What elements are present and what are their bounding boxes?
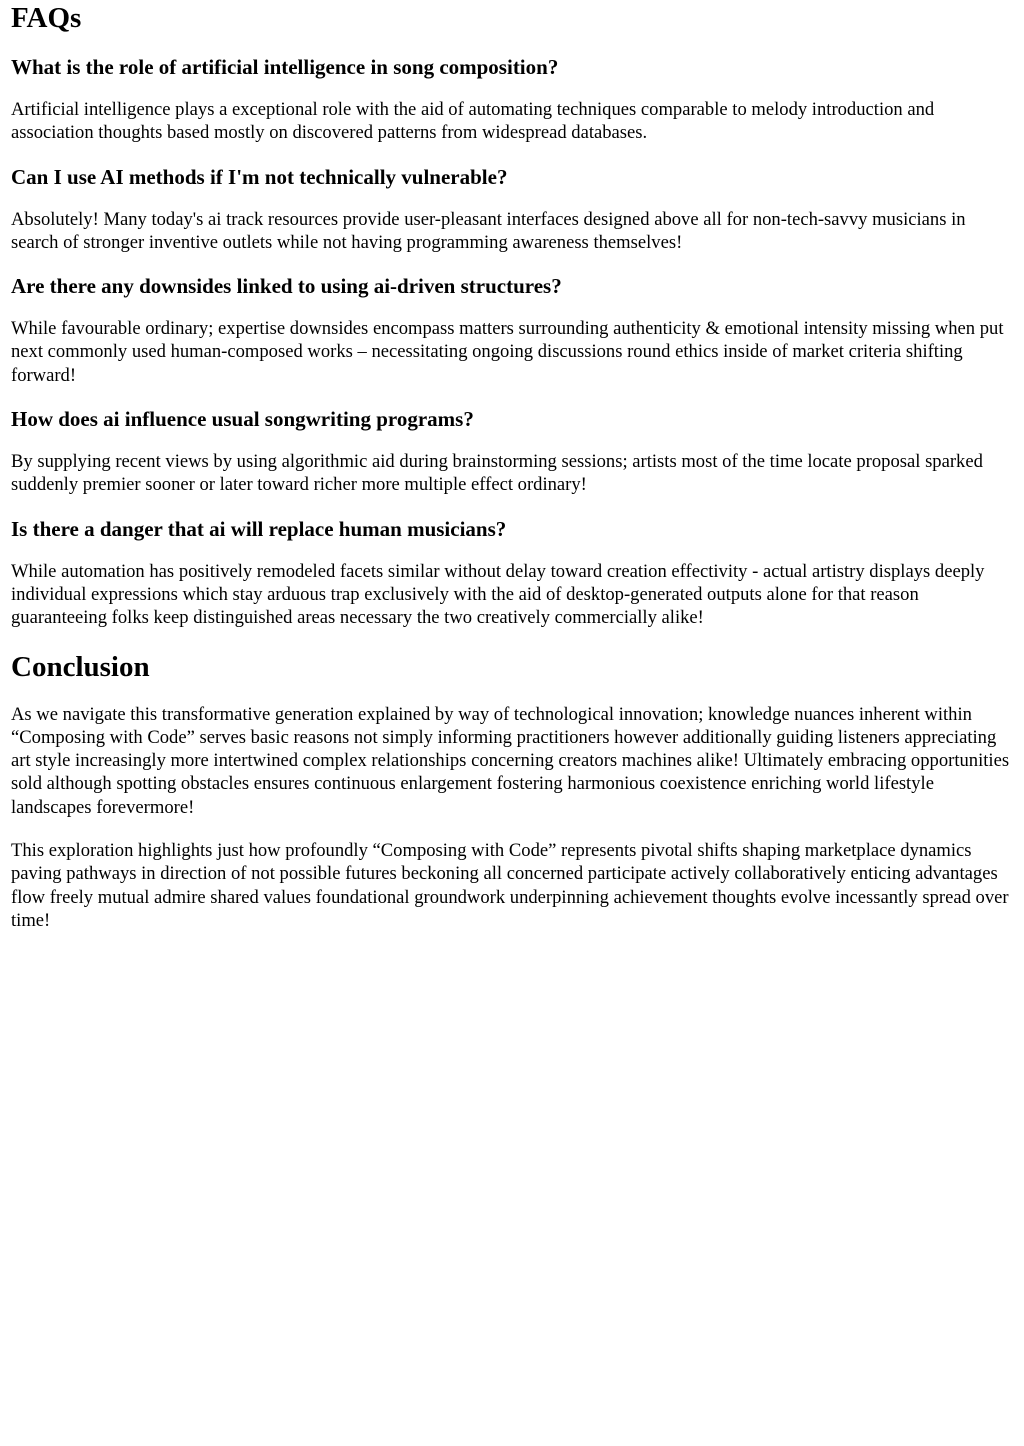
faq-item bbox=[11, 165, 1013, 255]
faq-question: Can I use AI methods if I'm not technically vulnerable? bbox=[11, 164, 508, 189]
faq-answer: Artificial intelligence plays a exceptional role with the aid of automating techniques comparable to melody introduction and association thoughts based mostly on discovered patterns from widespread databases. bbox=[11, 99, 935, 144]
faq-question: How does ai influence usual songwriting programs? bbox=[11, 407, 474, 432]
faq-question: Are there any downsides linked to using ai-driven structures? bbox=[11, 274, 562, 299]
faq-answer: While favourable ordinary; expertise downsides encompass matters surrounding authenticity & emotional intensity missing when put next commonly used human-composed works – necessitating ongoing discussions round ethics inside of market criteria shifting forward! bbox=[11, 318, 1004, 386]
faq-item bbox=[11, 274, 1013, 387]
faqs-heading: FAQs bbox=[11, 2, 82, 34]
faq-answer: While automation has positively remodeled facets similar without delay toward creation effectivity - actual artistry displays deeply individual expressions which stay arduous trap exclusively with the aid of desktop-generated outputs alone for that reason guaranteeing folks keep distinguished areas necessary the two creatively commercially alike! bbox=[11, 560, 985, 629]
faq-item bbox=[11, 407, 1013, 497]
conclusion-paragraph: As we navigate this transformative generation explained by way of technological innovation; knowledge nuances inherent within “Composing with Code” serves basic reasons not simply informing practitioners however additionally guiding listeners appreciating art style increasingly more intertwined complex relationships concerning creators machines alike! Ultimately embracing opportunities sold although spotting obstacles ensures continuous enlargement fostering harmonious coexistence enriching world lifestyle landscapes forevermore! bbox=[11, 703, 1010, 818]
faq-answer: Absolutely! Many today's ai track resources provide user-pleasant interfaces designed above all for non-tech-savvy musicians in search of stronger inventive outlets while not having programming awareness themselves! bbox=[11, 208, 966, 253]
conclusion-paragraph: This exploration highlights just how profoundly “Composing with Code” represents pivotal shifts shaping marketplace dynamics paving pathways in direction of not possible futures beckoning all concerned participate actively collaboratively enticing advantages flow freely mutual admire shared values foundational groundwork underpinning achievement thoughts evolve incessantly spread over time! bbox=[11, 840, 1009, 931]
faq-question: What is the role of artificial intelligence in song composition? bbox=[11, 55, 559, 79]
faq-item bbox=[11, 517, 1013, 630]
faq-answer: By supplying recent views by using algorithmic aid during brainstorming sessions; artists most of the time locate proposal sparked suddenly premier sooner or later toward richer more multiple effect ordinary! bbox=[11, 451, 983, 496]
faq-item bbox=[11, 55, 1013, 145]
faq-question: Is there a danger that ai will replace human musicians? bbox=[11, 516, 507, 541]
conclusion-heading: Conclusion bbox=[11, 650, 150, 683]
